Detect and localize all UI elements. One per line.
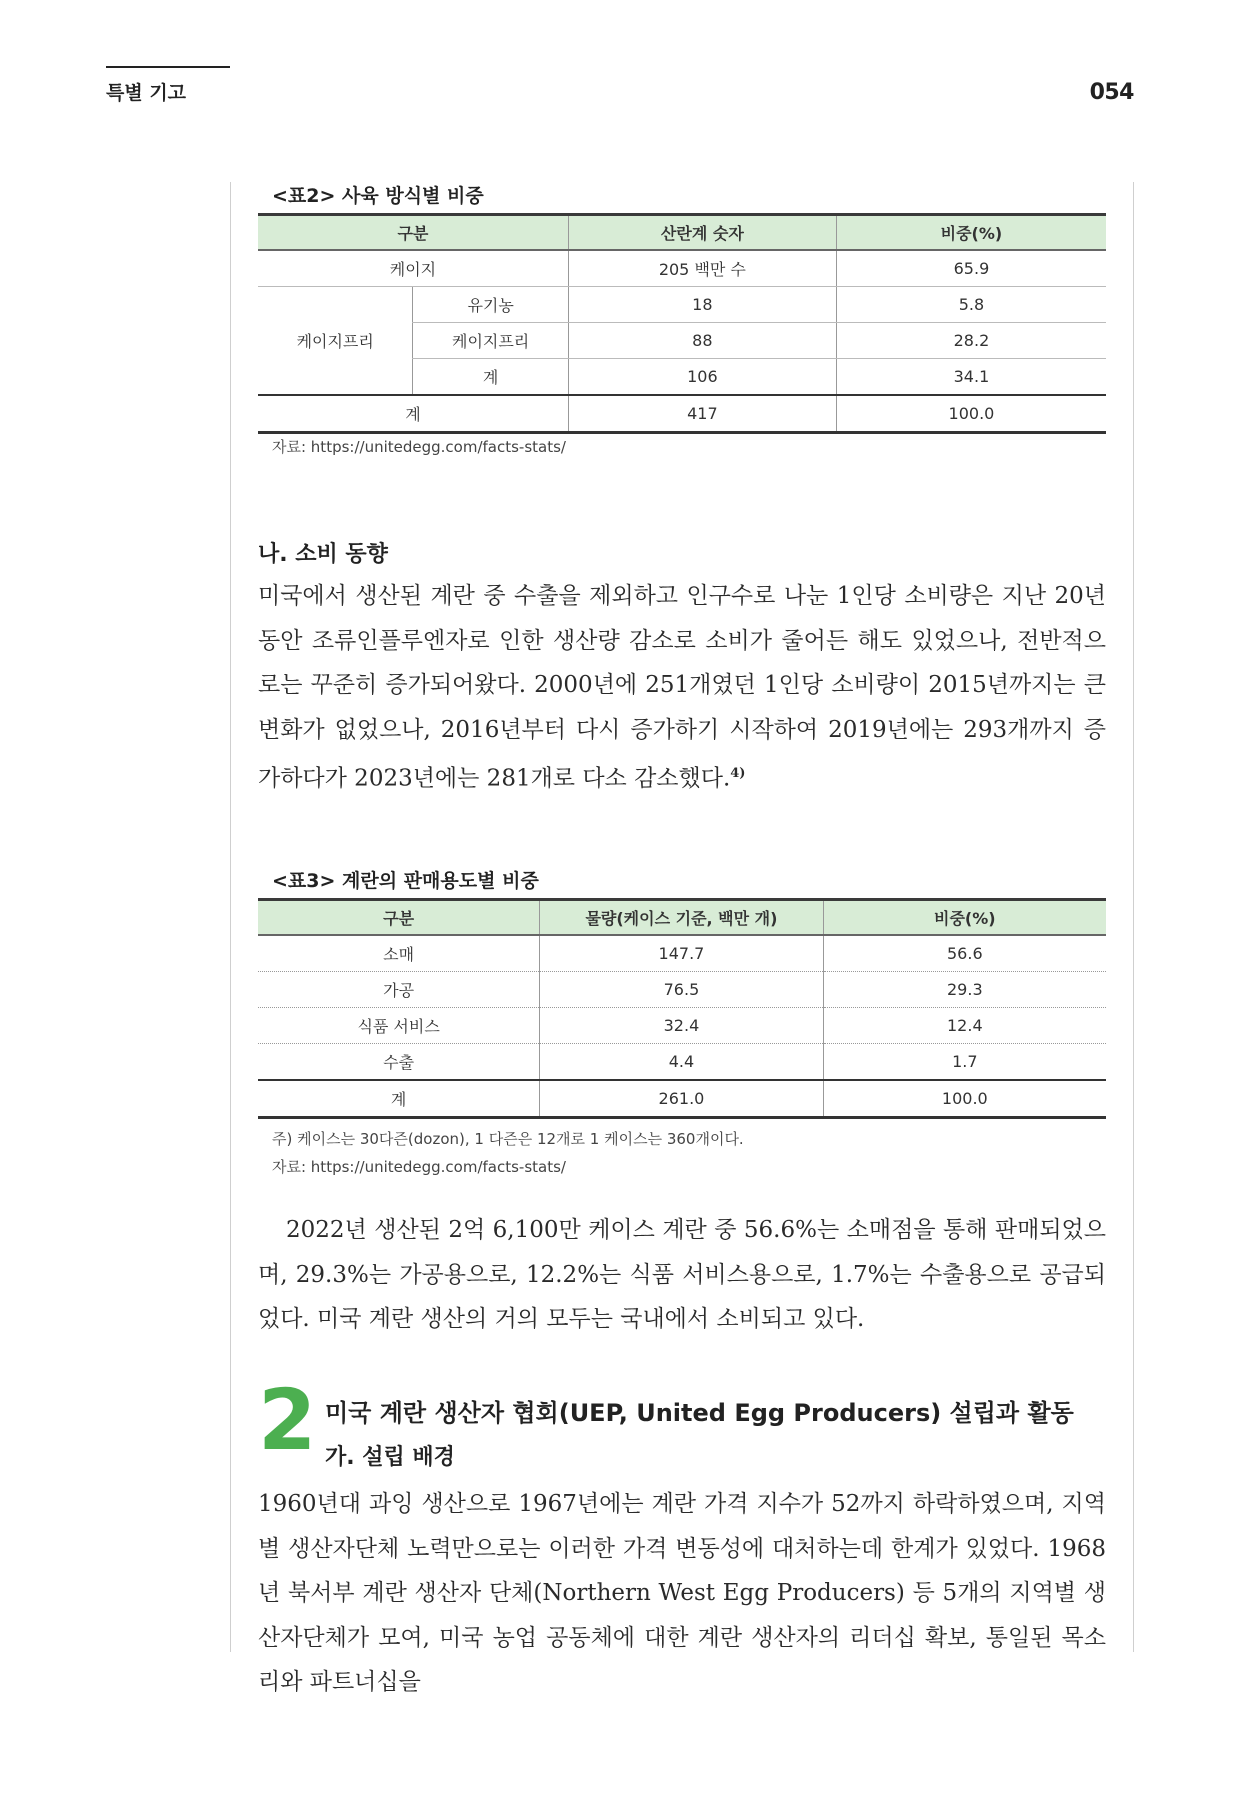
table2-source: 자료: https://unitedegg.com/facts-stats/: [272, 438, 566, 456]
header-rule: [106, 66, 230, 68]
table3-note: 주) 케이스는 30다즌(dozon), 1 다즌은 12개로 1 케이스는 360개이다.: [272, 1130, 744, 1148]
table3: [258, 898, 1106, 1119]
consumption-paragraph-text: 미국에서 생산된 계란 중 수출을 제외하고 인구수로 나눈 1인당 소비량은 지난 20년 동안 조류인플루엔자로 인한 생산량 감소로 소비가 줄어든 해도 있었으나, 전반적으로는 꾸준히 증가되어왔다. 2000년에 251개였던 1인당 소비량이 2015년까지는 큰 변화가 없었으나, 2016년부터 다시 증가하기 시작하여 2019년에는 293개까지 증가하다가 2023년에는 281개로 다소 감소했다.: [258, 583, 1106, 792]
section-number: 2: [258, 1371, 317, 1469]
right-column-rule: [1133, 182, 1134, 1652]
table-row: [258, 972, 1106, 1008]
table3-cell-share: 56.6: [823, 935, 1106, 972]
table3-caption: <표3> 계란의 판매용도별 비중: [272, 870, 539, 892]
table-row-total: [258, 1080, 1106, 1118]
table2-cell-label: 유기농: [413, 287, 568, 323]
table2-cell-label: 케이지프리: [413, 323, 568, 359]
table2-cell-share: 28.2: [836, 323, 1106, 359]
table3-cell-share: 1.7: [823, 1044, 1106, 1081]
table3-cell-share: 29.3: [823, 972, 1106, 1008]
table-row-total: [258, 395, 1106, 433]
table3-cell-label: 가공: [258, 972, 540, 1008]
sales-paragraph: 2022년 생산된 2억 6,100만 케이스 계란 중 56.6%는 소매점을 통해 판매되었으며, 29.3%는 가공용으로, 12.2%는 식품 서비스용으로, 1.7%는 수출용으로 공급되었다. 미국 계란 생산의 거의 모두는 국내에서 소비되고 있다.: [258, 1217, 1106, 1332]
table3-source: 자료: https://unitedegg.com/facts-stats/: [272, 1158, 566, 1176]
table3-cell-volume: 76.5: [540, 972, 823, 1008]
section-heading-consumption: 나. 소비 동향: [258, 542, 388, 567]
table2: [258, 213, 1106, 434]
table3-cell-label: 식품 서비스: [258, 1008, 540, 1044]
table-row: [258, 250, 1106, 287]
table3-cell-volume: 4.4: [540, 1044, 823, 1081]
table2-cell-share: 34.1: [836, 359, 1106, 396]
table2-cell-share: 100.0: [836, 395, 1106, 433]
table3-header-volume: 물량(케이스 기준, 백만 개): [540, 900, 823, 936]
background-paragraph: 1960년대 과잉 생산으로 1967년에는 계란 가격 지수가 52까지 하락하였으며, 지역별 생산자단체 노력만으로는 이러한 가격 변동성에 대처하는데 한계가 있었다. 1968년 북서부 계란 생산자 단체(Northern West Egg Producers) 등 5개의 지역별 생산자단체가 모여, 미국 농업 공동체에 대한 계란 생산자의 리더십 확보, 통일된 목소리와 파트너십을: [258, 1491, 1106, 1695]
table3-cell-volume: 261.0: [540, 1080, 823, 1118]
table3-cell-share: 100.0: [823, 1080, 1106, 1118]
table2-cell-group: 케이지프리: [258, 287, 413, 396]
table2-cell-count: 18: [568, 287, 836, 323]
table2-cell-share: 65.9: [836, 250, 1106, 287]
table3-cell-volume: 147.7: [540, 935, 823, 972]
table-row: [258, 1008, 1106, 1044]
table3-cell-label: 계: [258, 1080, 540, 1118]
table-row: [258, 935, 1106, 972]
table3-header-share: 비중(%): [823, 900, 1106, 936]
consumption-paragraph: [258, 574, 1106, 801]
section-label: 특별 기고: [106, 82, 187, 104]
table2-cell-count: 88: [568, 323, 836, 359]
table-row: [258, 287, 1106, 323]
footnote-marker: 4): [730, 766, 746, 781]
table2-caption: <표2> 사육 방식별 비중: [272, 185, 484, 207]
table3-cell-share: 12.4: [823, 1008, 1106, 1044]
page-number: 054: [1089, 80, 1134, 105]
table2-header-category: 구분: [258, 215, 568, 251]
table2-header-count: 산란계 숫자: [568, 215, 836, 251]
table3-header-category: 구분: [258, 900, 540, 936]
table2-cell-label: 계: [258, 395, 568, 433]
table2-cell-share: 5.8: [836, 287, 1106, 323]
table2-cell-count: 205 백만 수: [568, 250, 836, 287]
table3-cell-label: 수출: [258, 1044, 540, 1081]
section-title: 미국 계란 생산자 협회(UEP, United Egg Producers) 설립과 활동: [325, 1399, 1074, 1427]
table2-header-share: 비중(%): [836, 215, 1106, 251]
table2-cell-count: 106: [568, 359, 836, 396]
table2-cell-count: 417: [568, 395, 836, 433]
section-subheading: 가. 설립 배경: [325, 1445, 455, 1470]
table3-cell-volume: 32.4: [540, 1008, 823, 1044]
table2-cell-label: 케이지: [258, 250, 568, 287]
table-row: [258, 1044, 1106, 1081]
left-column-rule: [230, 182, 231, 1652]
table3-cell-label: 소매: [258, 935, 540, 972]
table2-cell-label: 계: [413, 359, 568, 396]
